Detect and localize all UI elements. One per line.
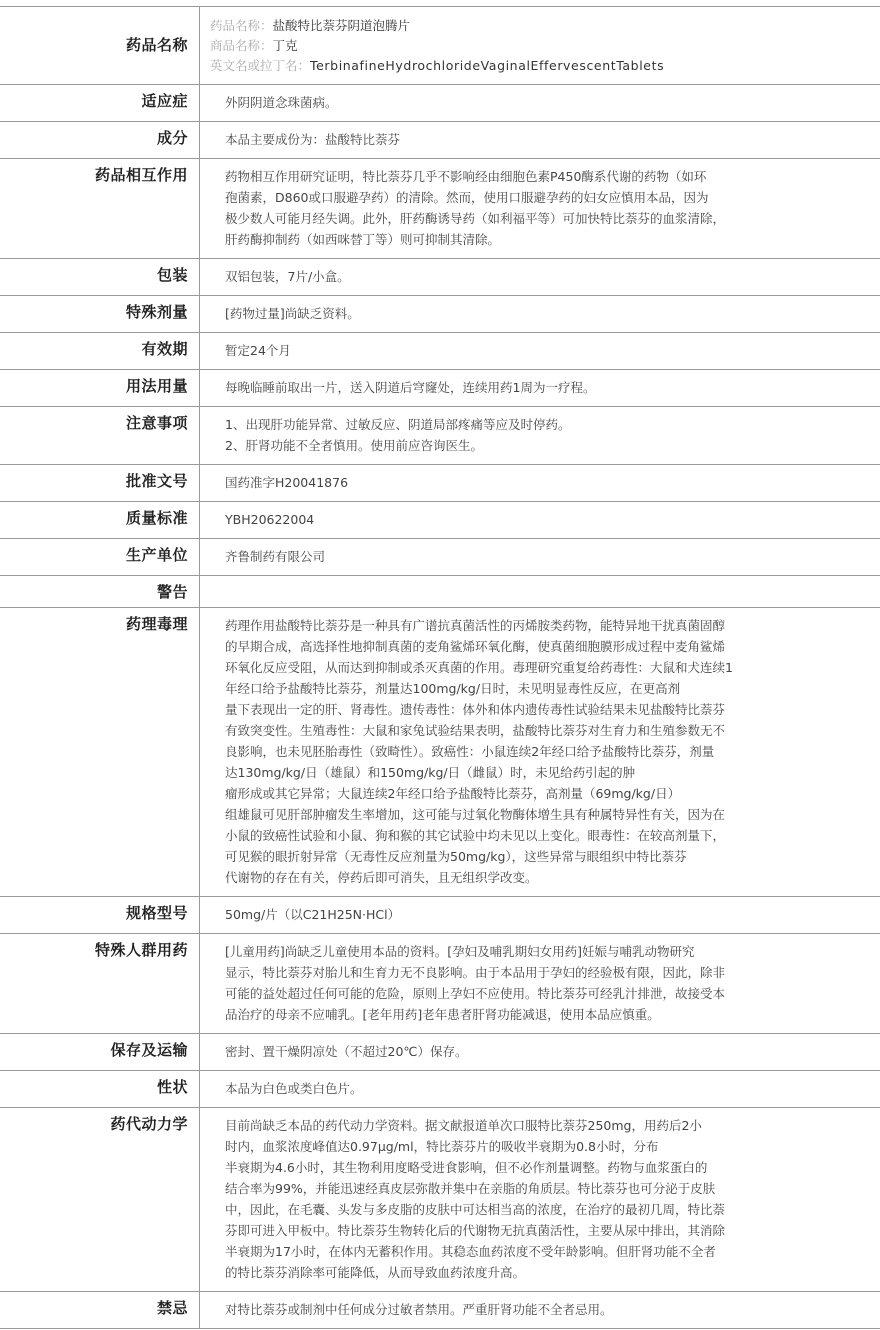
text-line: 可见猴的眼折射异常（无毒性反应剂量为50mg/kg），这些异常与眼组织中特比萘芬 [225, 849, 687, 864]
row-drug-name [0, 7, 880, 85]
row-package [0, 259, 880, 296]
row-contraindications [0, 1292, 880, 1329]
row-label: 质量标准 [0, 502, 200, 539]
row-value [200, 1108, 880, 1292]
text-line: 中，因此，在毛囊、头发与多皮脂的皮肤中可达相当高的浓度，在治疗的最初几周，特比萘 [225, 1202, 726, 1217]
row-validity [0, 333, 880, 370]
trade-name-value: 丁克 [272, 38, 298, 53]
text-line: 环氧化反应受阻，从而达到抑制或杀灭真菌的作用。毒理研究重复给药毒性：大鼠和犬连续1 [225, 660, 733, 675]
row-value [200, 608, 880, 897]
row-label: 包装 [0, 259, 200, 296]
row-value [200, 934, 880, 1034]
text-line: 有致突变性。生殖毒性：大鼠和家兔试验结果表明，盐酸特比萘芬对生育力和生殖参数无不 [225, 723, 726, 738]
row-label: 成分 [0, 122, 200, 159]
drug-info-sheet [0, 6, 880, 1329]
row-label: 性状 [0, 1071, 200, 1108]
row-value: 密封、置干燥阴凉处（不超过20℃）保存。 [200, 1034, 880, 1071]
text-line: 的早期合成，高选择性地抑制真菌的麦角鲨烯环氧化酶，使真菌细胞膜形成过程中麦角鲨烯 [225, 639, 726, 654]
row-value: YBH20622004 [200, 502, 880, 539]
generic-name-value: 盐酸特比萘芬阴道泡腾片 [272, 18, 411, 33]
text-line: 年经口给予盐酸特比萘芬，剂量达100mg/kg/日时，未见明显毒性反应，在更高剂 [225, 681, 681, 696]
row-value: [药物过量]尚缺乏资料。 [200, 296, 880, 333]
text-line: 1、出现肝功能异常、过敏反应、阴道局部疼痛等应及时停药。 [225, 417, 571, 432]
text-line: 显示，特比萘芬对胎儿和生育力无不良影响。由于本品用于孕妇的经验极有限，因此，除非 [225, 965, 726, 980]
row-value: 每晚临睡前取出一片，送入阴道后穹窿处，连续用药1周为一疗程。 [200, 370, 880, 407]
row-value: 对特比萘芬或制剂中任何成分过敏者禁用。严重肝肾功能不全者忌用。 [200, 1292, 880, 1329]
row-pharmacology [0, 608, 880, 897]
row-label: 有效期 [0, 333, 200, 370]
row-label: 保存及运输 [0, 1034, 200, 1071]
row-special-dosage [0, 296, 880, 333]
row-precautions [0, 407, 880, 465]
drug-names [200, 7, 880, 85]
drug-info-table [0, 6, 880, 1329]
row-special-population [0, 934, 880, 1034]
text-line: 瘤形成或其它异常；大鼠连续2年经口给予盐酸特比萘芬，高剂量（69mg/kg/日） [225, 786, 681, 801]
row-ingredients [0, 122, 880, 159]
text-line: 可能的益处超过任何可能的危险，原则上孕妇不应使用。特比萘芬可经乳汁排泄，故接受本 [225, 986, 726, 1001]
text-line: 药物相互作用研究证明，特比萘芬几乎不影响经由细胞色素P450酶系代谢的药物（如环 [225, 169, 707, 184]
row-pharmacokinetics [0, 1108, 880, 1292]
text-line: 芬即可进入甲板中。特比萘芬生物转化后的代谢物无抗真菌活性，主要从尿中排出，其消除 [225, 1223, 726, 1238]
empty-value [225, 583, 866, 599]
row-label: 特殊人群用药 [0, 934, 200, 1034]
row-indication [0, 85, 880, 122]
row-label: 药品名称 [0, 7, 200, 85]
row-value [200, 407, 880, 465]
row-label: 生产单位 [0, 539, 200, 576]
text-line: [儿童用药]尚缺乏儿童使用本品的资料。[孕妇及哺乳期妇女用药]妊娠与哺乳动物研究 [225, 944, 695, 959]
row-storage [0, 1034, 880, 1071]
row-warning [0, 576, 880, 608]
row-value: 50mg/片（以C21H25N·HCl） [200, 897, 880, 934]
text-line: 组雄鼠可见肝部肿瘤发生率增加，这可能与过氧化物酶体增生具有种属特异性有关，因为在 [225, 807, 726, 822]
text-line: 孢菌素，D860或口服避孕药）的清除。然而，使用口服避孕药的妇女应慎用本品，因为 [225, 190, 709, 205]
text-line: 小鼠的致癌性试验和小鼠、狗和猴的其它试验中均未见以上变化。眼毒性：在较高剂量下， [225, 828, 726, 843]
text-line: 的特比萘芬消除率可能降低，从而导致血药浓度升高。 [225, 1265, 526, 1280]
row-value: 暂定24个月 [200, 333, 880, 370]
row-label: 药代动力学 [0, 1108, 200, 1292]
row-usage [0, 370, 880, 407]
generic-name-key: 药品名称： [210, 18, 273, 33]
row-approval [0, 465, 880, 502]
row-label: 警告 [0, 576, 200, 608]
trade-name-key: 商品名称： [210, 38, 273, 53]
text-line: 良影响，也未见胚胎毒性（致畸性）。致癌性：小鼠连续2年经口给予盐酸特比萘芬，剂量 [225, 744, 715, 759]
english-name-value: TerbinafineHydrochlorideVaginalEffervescentTablets [310, 58, 665, 73]
text-line: 结合率为99%，并能迅速经真皮层弥散并集中在亲脂的角质层。特比萘芬也可分泌于皮肤 [225, 1181, 716, 1196]
text-line: 量下表现出一定的肝、肾毒性。遗传毒性：体外和体内遗传毒性试验结果未见盐酸特比萘芬 [225, 702, 726, 717]
row-label: 药品相互作用 [0, 159, 200, 259]
text-line: 代谢物的存在有关，停药后即可消失，且无组织学改变。 [225, 870, 538, 885]
row-value: 齐鲁制药有限公司 [200, 539, 880, 576]
row-value [200, 159, 880, 259]
text-line: 达130mg/kg/日（雄鼠）和150mg/kg/日（雌鼠）时，未见给药引起的肿 [225, 765, 636, 780]
row-label: 适应症 [0, 85, 200, 122]
text-line: 半衰期为17小时，在体内无蓄积作用。其稳态血药浓度不受年龄影响。但肝肾功能不全者 [225, 1244, 716, 1259]
row-label: 用法用量 [0, 370, 200, 407]
row-appearance [0, 1071, 880, 1108]
row-label: 禁忌 [0, 1292, 200, 1329]
row-label: 批准文号 [0, 465, 200, 502]
row-specification [0, 897, 880, 934]
english-name-key: 英文名或拉丁名： [210, 58, 311, 73]
text-line: 肝药酶抑制药（如西咪替丁等）则可抑制其清除。 [225, 232, 501, 247]
row-label: 特殊剂量 [0, 296, 200, 333]
row-label: 规格型号 [0, 897, 200, 934]
row-value: 本品主要成份为：盐酸特比萘芬 [200, 122, 880, 159]
text-line: 时内，血浆浓度峰值达0.97μg/ml，特比萘芬片的吸收半衰期为0.8小时，分布 [225, 1139, 659, 1154]
row-value [200, 576, 880, 608]
row-value: 外阴阴道念珠菌病。 [200, 85, 880, 122]
row-label: 药理毒理 [0, 608, 200, 897]
row-interactions [0, 159, 880, 259]
text-line: 药理作用盐酸特比萘芬是一种具有广谱抗真菌活性的丙烯胺类药物，能特异地干扰真菌固醇 [225, 618, 726, 633]
row-manufacturer [0, 539, 880, 576]
text-line: 品治疗的母亲不应哺乳。[老年用药]老年患者肝肾功能减退，使用本品应慎重。 [225, 1007, 660, 1022]
row-label: 注意事项 [0, 407, 200, 465]
row-value: 本品为白色或类白色片。 [200, 1071, 880, 1108]
row-standard [0, 502, 880, 539]
text-line: 2、肝肾功能不全者慎用。使用前应咨询医生。 [225, 438, 483, 453]
row-value: 国药准字H20041876 [200, 465, 880, 502]
text-line: 极少数人可能月经失调。此外，肝药酶诱导药（如利福平等）可加快特比萘芬的血浆清除， [225, 211, 726, 226]
text-line: 半衰期为4.6小时，其生物利用度略受进食影响，但不必作剂量调整。药物与血浆蛋白的 [225, 1160, 708, 1175]
text-line: 目前尚缺乏本品的药代动力学资料。据文献报道单次口服特比萘芬250mg，用药后2小 [225, 1118, 702, 1133]
row-value: 双铝包装，7片/小盒。 [200, 259, 880, 296]
